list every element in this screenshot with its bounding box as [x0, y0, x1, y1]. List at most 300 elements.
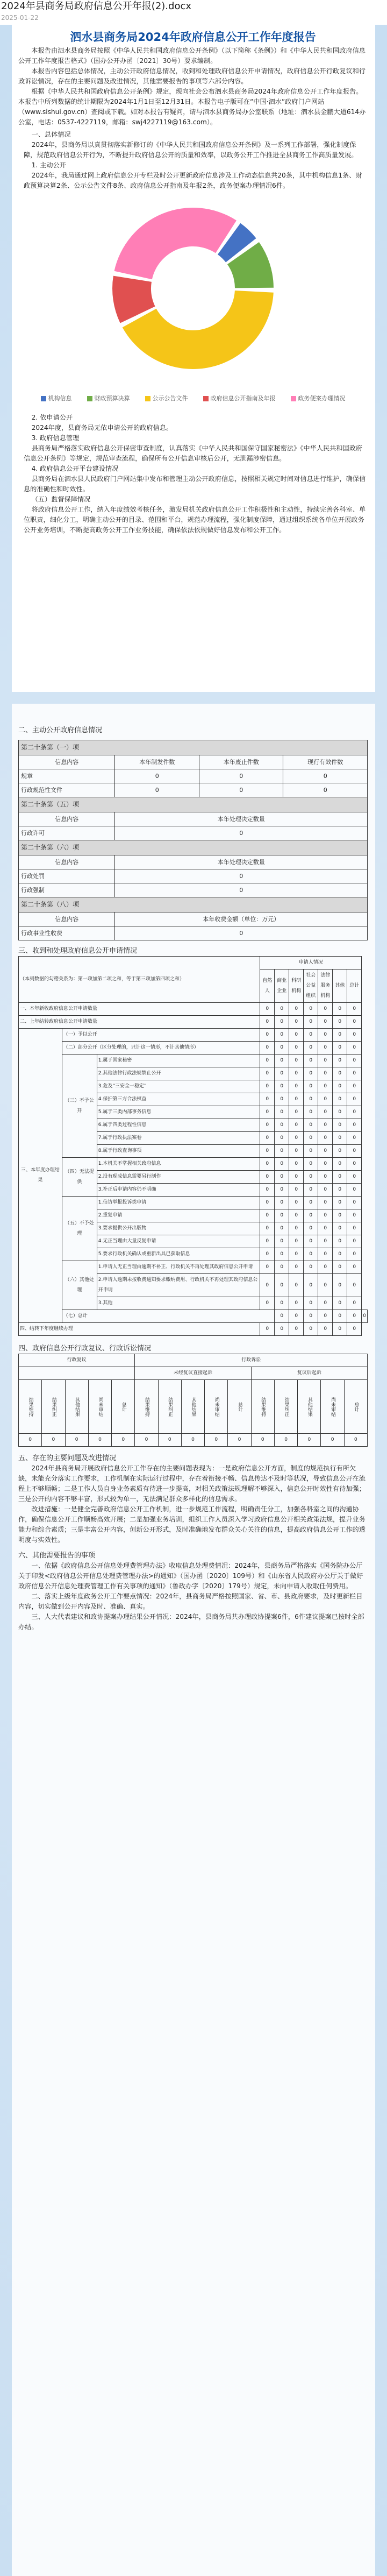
- cell: 0: [304, 1323, 318, 1336]
- cell: 0: [304, 1106, 318, 1119]
- cell: 0: [304, 1145, 318, 1158]
- cell: 0: [274, 1434, 297, 1447]
- cell: 0: [289, 1145, 304, 1158]
- table-row: [19, 826, 368, 840]
- cell: 0: [318, 1235, 333, 1248]
- cell: 0: [289, 1106, 304, 1119]
- legend-swatch: [87, 396, 92, 401]
- cell: 0: [304, 1261, 318, 1274]
- cell: 0: [283, 783, 368, 797]
- row-label: 2.重复申请: [97, 1209, 260, 1222]
- cell: 0: [304, 1003, 318, 1016]
- cell: 0: [289, 1132, 304, 1145]
- cell: 0: [347, 1158, 362, 1171]
- col-header: 其他结果: [181, 1380, 204, 1434]
- cell: 0: [289, 1248, 304, 1261]
- cell: 0: [260, 1003, 275, 1016]
- col-header: 尚未审结: [321, 1380, 344, 1434]
- cell: 0: [289, 1310, 304, 1323]
- cell: [19, 1367, 135, 1380]
- table-caption: 第二十条第（五）项: [19, 797, 368, 812]
- cell: 0: [333, 1055, 347, 1067]
- paragraph: 县商务局在泗水县人民政府门户网站集中发布和管理主动公开政府信息，按照相关规定时间对信息进行维护，确保信息的准确性和时效性。: [24, 475, 366, 493]
- table-row: [19, 1003, 368, 1016]
- legend-label: 财政预算决算: [94, 395, 130, 402]
- cell: 0: [347, 1235, 362, 1248]
- cell: 0: [260, 1055, 275, 1067]
- cell: 0: [347, 1171, 362, 1184]
- intro-paragraph: 本报告内容包括总体情况，主动公开政府信息情况，收到和处理政府信息公开申请情况，政府信息公开行政复议和行政诉讼情况，存在的主要问题及改进情况，其他需要报告的事项等六部分内容。: [18, 67, 366, 85]
- intro-paragraph: 本报告由泗水县商务局按照《中华人民共和国政府信息公开条例》（以下简称《条例》）和《中华人民共和国政府信息公开工作年度报告格式》（国办公开办函〔2021〕30号）要求编制。: [18, 47, 366, 65]
- cell: 0: [318, 1029, 333, 1042]
- row-group: 三、本年度办理结果: [19, 1029, 62, 1323]
- row-label: 6.属于四类过程性信息: [97, 1119, 260, 1132]
- cell: 0: [289, 1209, 304, 1222]
- cell: 0: [318, 1184, 333, 1197]
- legend-item: [145, 393, 188, 404]
- cell: 0: [304, 1197, 318, 1209]
- cell: 0: [347, 1197, 362, 1209]
- cell: 0: [275, 1184, 289, 1197]
- cell: 0: [333, 1323, 347, 1336]
- cell: 0: [304, 1029, 318, 1042]
- cell: 0: [347, 1106, 362, 1119]
- cell: 0: [260, 1274, 275, 1297]
- cell: 0: [289, 1197, 304, 1209]
- section-heading: 五、存在的主要问题及改进情况: [18, 1454, 117, 1462]
- cell: 0: [347, 1248, 362, 1261]
- cell: 0: [115, 926, 368, 940]
- legend-label: 政府信息公开指南及年报: [210, 395, 276, 402]
- table-row: [19, 783, 368, 797]
- cell: 0: [318, 1093, 333, 1106]
- section-heading: 四、政府信息公开行政复议、行政诉讼情况: [18, 1344, 152, 1353]
- cell: 0: [260, 1029, 275, 1042]
- cell: 0: [318, 1310, 333, 1323]
- col-header: 总计: [344, 1380, 367, 1434]
- cell: 0: [333, 1003, 347, 1016]
- pie-slice-4: [114, 208, 236, 279]
- row-label: 二、上年结转政府信息公开申请数量: [19, 1016, 260, 1029]
- sub-heading: 4. 政府信息公开平台建设情况: [31, 465, 119, 472]
- cell: 0: [304, 1171, 318, 1184]
- document-viewer[interactable]: [0, 25, 387, 2576]
- cell: 0: [347, 1132, 362, 1145]
- cell: 0: [260, 1042, 275, 1055]
- col-header: 科研机构: [289, 969, 304, 1003]
- cell: 0: [260, 1132, 275, 1145]
- cell: 0: [275, 1222, 289, 1235]
- cell: 0: [275, 1042, 289, 1055]
- cell: 0: [289, 1119, 304, 1132]
- paragraph: 2024年，县商务局以真贯彻落实新修订的《中华人民共和国政府信息公开条例》及一系列工作部署，强化制度保障，规范政府信息公开行为，不断提升政府信息公开的质量和效率，以政务公开工作推进全县商务工作高质量发展。: [24, 141, 358, 159]
- paragraph: 将政府信息公开工作，纳入年度绩效考核任务，激发局机关政府信息公开工作积极性和主动性，持续完善各科室、单位职责，细化分工，明确主动公开的目录、范围和平台，规范办理流程，强化制度保障，通过组织系统各单位开展政务公开业务培训，不断提高政务公开工作业务技能，确保依法依规做好信息发布和公开工作。: [24, 506, 366, 534]
- file-date: 2025-01-22: [1, 14, 39, 22]
- table-active-disclosure: [18, 740, 368, 940]
- cell: 0: [304, 1274, 318, 1297]
- col-header: 结果纠正: [158, 1380, 181, 1434]
- col-header: 信息内容: [19, 855, 115, 869]
- cell: 0: [318, 1171, 333, 1184]
- col-header: 结果纠正: [42, 1380, 65, 1434]
- cell: 0: [289, 1158, 304, 1171]
- cell: 0: [333, 1145, 347, 1158]
- cell: 0: [344, 1434, 367, 1447]
- row-label: 3.危及“三安全一稳定”: [97, 1080, 260, 1093]
- cell: 0: [275, 1261, 289, 1274]
- cell: 0: [228, 1434, 251, 1447]
- row-label: 4.保护第三方合法权益: [97, 1093, 260, 1106]
- col-header: 本年制发件数: [115, 755, 199, 769]
- cell: 0: [318, 1106, 333, 1119]
- legend-swatch: [291, 396, 296, 401]
- cell: 0: [318, 1323, 333, 1336]
- cell: 0: [304, 1310, 318, 1323]
- col-header: 现行有效件数: [283, 755, 368, 769]
- table-row: [19, 1323, 368, 1336]
- sub-heading: （五）监督保障情况: [31, 496, 91, 503]
- cell: 0: [260, 1158, 275, 1171]
- row-label: （七）总计: [62, 1310, 274, 1323]
- cell: 0: [333, 1093, 347, 1106]
- paragraph: 二、落实上级年度政务公开工作要点情况：2024年，县商务局严格按照国家、省、市、县政府要求，及时更新栏目内容，切实做到公开内容及时、准确、真实。: [18, 1593, 363, 1610]
- cell: 0: [42, 1434, 65, 1447]
- cell: 0: [289, 1003, 304, 1016]
- page-2: [12, 704, 375, 2576]
- legend-swatch: [203, 396, 209, 401]
- cell: 0: [289, 1067, 304, 1080]
- pie-svg: [18, 194, 368, 388]
- row-label: 2.没有现成信息需要另行制作: [97, 1171, 260, 1184]
- paragraph: 2024年，我局通过网上政府信息公开专栏及时公开更新政府信息涉及工作动态信息共20条，其中机构信息1条、财政预算决算2条、公示公告文件8条、政府信息公开指南及年报2条，政务便案办理情况6件。: [24, 172, 362, 189]
- cell: 0: [318, 1274, 333, 1297]
- cell: 0: [318, 1016, 333, 1029]
- cell: 规章: [19, 769, 115, 783]
- cell: 0: [318, 1297, 333, 1310]
- cell: 0: [333, 1106, 347, 1119]
- cell: 0: [318, 1003, 333, 1016]
- cell: 0: [275, 1055, 289, 1067]
- row-label: 3.其他: [97, 1297, 260, 1310]
- cell: 0: [347, 1261, 362, 1274]
- cell: 0: [260, 1323, 275, 1336]
- col-header: 信息内容: [19, 912, 115, 926]
- row-label: 8.属于行政查询事项: [97, 1145, 260, 1158]
- row-subgroup: （三）不予公开: [62, 1055, 97, 1158]
- row-subgroup: （六）其他处理: [62, 1261, 97, 1310]
- cell: 0: [347, 1042, 362, 1055]
- cell: 0: [304, 1016, 318, 1029]
- cell: 0: [115, 883, 368, 897]
- cell: 0: [333, 1080, 347, 1093]
- cell: 0: [347, 1003, 362, 1016]
- col-group: 行政复议: [19, 1354, 135, 1367]
- cell: 0: [318, 1042, 333, 1055]
- cell: 0: [333, 1067, 347, 1080]
- cell: 0: [333, 1119, 347, 1132]
- cell: 0: [275, 1209, 289, 1222]
- row-label: 1.属于国家秘密: [97, 1055, 260, 1067]
- cell: 0: [115, 783, 199, 797]
- legend-item: [291, 393, 346, 404]
- cell: 0: [318, 1209, 333, 1222]
- cell: 0: [275, 1310, 289, 1323]
- cell: 0: [260, 1222, 275, 1235]
- paragraph: 改进措施：一是健全完善政府信息公开工作机制，进一步规范工作流程，明确责任分工，加强各科室之间的沟通协作，确保信息公开工作顺畅高效开展；二是加强业务培训，组织工作人员深入学习政府信息公开相关政策法规，提升业务能力和综合素质；三是丰富公开内容，创新公开形式，及时准确地发布群众关心关注的信息，提高政府信息公开工作的透明度与实效性。: [18, 1505, 366, 1544]
- cell: 0: [275, 1235, 289, 1248]
- cell: 0: [115, 826, 368, 840]
- legend-label: 政务便案办理情况: [298, 395, 346, 402]
- cell: 0: [298, 1434, 321, 1447]
- cell: 0: [205, 1434, 228, 1447]
- cell: 0: [283, 769, 368, 783]
- paragraph: 三、人大代表建议和政协提案办理结果公开情况：2024年，县商务局共办理政协提案6件，6件建议提案已按时全部办结。: [18, 1613, 364, 1631]
- cell: 0: [260, 1197, 275, 1209]
- table-review-litigation: [18, 1354, 368, 1447]
- cell: 行政事业性收费: [19, 926, 115, 940]
- cell: 0: [275, 1003, 289, 1016]
- cell: 0: [304, 1248, 318, 1261]
- paragraph: 2024年度，县商务局无依申请公开的政府信息。: [31, 424, 173, 431]
- legend-swatch: [145, 396, 150, 401]
- row-label: 5.要求行政机关确认或重新出具已获取信息: [97, 1248, 260, 1261]
- cell: 0: [304, 1132, 318, 1145]
- table-row: [19, 1197, 368, 1209]
- cell: 0: [260, 1248, 275, 1261]
- cell: 0: [199, 769, 283, 783]
- table-applications: [18, 956, 368, 1336]
- cell: 0: [347, 1209, 362, 1222]
- section-heading: 二、主动公开政府信息情况: [18, 726, 103, 734]
- cell: 0: [65, 1434, 88, 1447]
- col-header: 总计: [228, 1380, 251, 1434]
- cell: 0: [333, 1042, 347, 1055]
- col-header: 本年处理决定数量: [115, 855, 368, 869]
- col-header: 社会公益组织: [304, 969, 318, 1003]
- cell: 0: [289, 1222, 304, 1235]
- cell: 0: [260, 1171, 275, 1184]
- col-group: 行政诉讼: [135, 1354, 368, 1367]
- cell: 0: [304, 1042, 318, 1055]
- sub-heading: 3. 政府信息管理: [31, 434, 80, 442]
- cell: 0: [289, 1016, 304, 1029]
- sub-heading: 2. 依申请公开: [31, 414, 73, 421]
- cell: 0: [362, 1310, 368, 1323]
- cell: 0: [275, 1106, 289, 1119]
- cell: 0: [333, 1248, 347, 1261]
- cell: 0: [289, 1029, 304, 1042]
- cell: 0: [347, 1297, 362, 1310]
- cell: 0: [275, 1132, 289, 1145]
- row-label: （二）部分公开（区分处理的，只计这一情形，不计其他情形）: [62, 1042, 260, 1055]
- row-label: 2.其他法律行政法规禁止公开: [97, 1067, 260, 1080]
- cell: 0: [304, 1184, 318, 1197]
- cell: 行政处罚: [19, 869, 115, 883]
- table-row: [19, 1042, 368, 1055]
- cell: 0: [347, 1310, 362, 1323]
- cell: 0: [333, 1132, 347, 1145]
- chart-legend: [18, 393, 368, 404]
- col-header: 总计: [112, 1380, 135, 1434]
- col-group: 复议后起诉: [251, 1367, 367, 1380]
- section-heading: 六、其他需要报告的事项: [18, 1552, 96, 1560]
- cell: 0: [347, 1222, 362, 1235]
- cell: 0: [289, 1235, 304, 1248]
- col-header: 其他: [333, 969, 347, 1003]
- col-header: 本年收费金额（单位：万元）: [115, 912, 368, 926]
- paragraph: 2024年县商务局开展政府信息公开工作存在的主要问题表现为：一是政府信息公开方面，制度的规范执行有所欠缺，未能充分落实工作要求，工作机制在实际运行过程中，存在着衔接不畅、信息传达不及时等状况，导致信息公开在流程上不够顺畅；二是工作人员自身业务素质有待进一步提高，对相关政策法规理解不够深入，信息公开时效性有待加强；三是公开的内容不够丰富，形式较为单一，无法满足群众多样化的信息需求。: [18, 1464, 366, 1503]
- row-label: 1.申请人无正当理由逾期不补正、行政机关不再处理其政府信息公开申请: [97, 1261, 260, 1274]
- col-header: 商业企业: [275, 969, 289, 1003]
- cell: 0: [275, 1093, 289, 1106]
- cell: 0: [347, 1067, 362, 1080]
- cell: 0: [260, 1080, 275, 1093]
- col-group: 申请人情况: [260, 957, 362, 969]
- row-label: 3.补正后申请内容仍不明确: [97, 1184, 260, 1197]
- cell: 0: [275, 1297, 289, 1310]
- cell: 0: [304, 1222, 318, 1235]
- section-heading: 三、收到和处理政府信息公开申请情况: [18, 947, 138, 955]
- cell: 0: [318, 1197, 333, 1209]
- cell: 0: [275, 1158, 289, 1171]
- cell: 0: [289, 1274, 304, 1297]
- row-label: 5.属于三类内部事务信息: [97, 1106, 260, 1119]
- cell: 0: [347, 1184, 362, 1197]
- cell: 行政规范性文件: [19, 783, 115, 797]
- cell: 0: [347, 1323, 362, 1336]
- cell: 0: [321, 1434, 344, 1447]
- cell: 0: [318, 1248, 333, 1261]
- col-header: 本年处理决定数量: [115, 812, 368, 826]
- cell: 0: [347, 1029, 362, 1042]
- col-header: 其他结果: [298, 1380, 321, 1434]
- cell: 0: [347, 1080, 362, 1093]
- cell: 0: [19, 1434, 42, 1447]
- col-header: 信息内容: [19, 812, 115, 826]
- cell: 0: [333, 1235, 347, 1248]
- table-row: [19, 869, 368, 883]
- cell: 0: [199, 783, 283, 797]
- table-caption: 第二十条第（八）项: [19, 897, 368, 912]
- cell: 0: [333, 1029, 347, 1042]
- paragraph: 一、依据《政府信息公开信息处理费管理办法》收取信息处理费情况：2024年，县商务局严格落实《国务院办公厅关于印发<政府信息公开信息处理费管理办法>的通知》（国办函〔2020〕109号）和《山东省人民政府办公厅关于做好政府信息公开信息处理费管理工作有关事项的通知》（鲁政办字〔2020〕179号）规定，未向申请人收取任何费用。: [18, 1562, 363, 1590]
- cell: 0: [275, 1197, 289, 1209]
- table-row: [19, 926, 368, 940]
- cell: 0: [251, 1434, 274, 1447]
- legend-label: 公示公告文件: [152, 395, 188, 402]
- table-caption: 第二十条第（一）项: [19, 740, 368, 755]
- cell: 0: [275, 1323, 289, 1336]
- cell: 0: [260, 1016, 275, 1029]
- legend-item: [87, 393, 130, 404]
- row-label: 3.要求提供公开出版物: [97, 1222, 260, 1235]
- cell: 0: [333, 1171, 347, 1184]
- col-header: 结果维持: [135, 1380, 158, 1434]
- cell: 0: [135, 1434, 158, 1447]
- cell: 0: [289, 1171, 304, 1184]
- table-row: [19, 1029, 368, 1042]
- cell: 0: [318, 1132, 333, 1145]
- cell: 0: [304, 1235, 318, 1248]
- cell: 0: [275, 1029, 289, 1042]
- file-header: [0, 0, 387, 25]
- table-row: [19, 1310, 368, 1323]
- col-header: 结果纠正: [274, 1380, 297, 1434]
- cell: 0: [158, 1434, 181, 1447]
- table-caption: 第二十条第（六）项: [19, 840, 368, 855]
- sub-heading: 1. 主动公开: [31, 161, 66, 169]
- table-row: [19, 769, 368, 783]
- cell: 0: [304, 1093, 318, 1106]
- cell: 0: [333, 1016, 347, 1029]
- cell: 0: [112, 1434, 135, 1447]
- cell: 0: [318, 1080, 333, 1093]
- cell: 0: [260, 1106, 275, 1119]
- col-header: 结果维持: [251, 1380, 274, 1434]
- cell: 0: [333, 1158, 347, 1171]
- col-header: 本年废止件数: [199, 755, 283, 769]
- table-row: [19, 1158, 368, 1171]
- row-label: （一）予以公开: [62, 1029, 260, 1042]
- cell: 0: [289, 1297, 304, 1310]
- col-header: 其他结果: [65, 1380, 88, 1434]
- col-header: 结果维持: [19, 1380, 42, 1434]
- row-label: 4.无正当理由大量反复申请: [97, 1235, 260, 1248]
- cell: 0: [333, 1222, 347, 1235]
- row-label: 2.申请人逾期未按收费通知要求缴纳费用、行政机关不再处理其政府信息公开申请: [97, 1274, 260, 1297]
- cell: 0: [347, 1145, 362, 1158]
- cell: 0: [318, 1222, 333, 1235]
- cell: 0: [88, 1434, 111, 1447]
- cell: 0: [318, 1067, 333, 1080]
- cell: 0: [289, 1093, 304, 1106]
- cell: 0: [275, 1067, 289, 1080]
- cell: 0: [260, 1297, 275, 1310]
- legend-item: [203, 393, 276, 404]
- file-title: 2024年县商务局政府信息公开年报(2).docx: [1, 1, 192, 12]
- cell: 0: [260, 1235, 275, 1248]
- cell: 0: [275, 1145, 289, 1158]
- cell: 0: [275, 1248, 289, 1261]
- row-subgroup: （四）无法提供: [62, 1158, 97, 1197]
- col-header: 自然人: [260, 969, 275, 1003]
- col-header: 总计: [347, 969, 362, 1003]
- cell: 0: [289, 1184, 304, 1197]
- table-row: [19, 1261, 368, 1274]
- cell: 0: [115, 769, 199, 783]
- cell: 0: [304, 1119, 318, 1132]
- cell: 0: [333, 1209, 347, 1222]
- cell: 0: [318, 1055, 333, 1067]
- cell: 0: [289, 1055, 304, 1067]
- cell: 0: [347, 1274, 362, 1297]
- cell: 0: [347, 1055, 362, 1067]
- col-header: 尚未审结: [88, 1380, 111, 1434]
- legend-label: 机构信息: [48, 395, 72, 402]
- col-header: 尚未审结: [205, 1380, 228, 1434]
- cell: 行政许可: [19, 826, 115, 840]
- row-label: 四、结转下年度继续办理: [19, 1323, 260, 1336]
- cell: 0: [260, 1145, 275, 1158]
- pie-chart: [18, 194, 368, 409]
- cell: 0: [115, 869, 368, 883]
- cell: 0: [347, 1119, 362, 1132]
- paragraph: 县商务局严格落实政府信息公开保密审查制度，认真落实《中华人民共和国保守国家秘密法》《中华人民共和国政府信息公开条例》等规定，规范审查流程，确保所有公开信息审核后公开，无泄漏涉密信息。: [24, 444, 363, 462]
- legend-item: [41, 393, 72, 404]
- cell: 0: [275, 1274, 289, 1297]
- cell: 0: [289, 1261, 304, 1274]
- cell: 0: [304, 1067, 318, 1080]
